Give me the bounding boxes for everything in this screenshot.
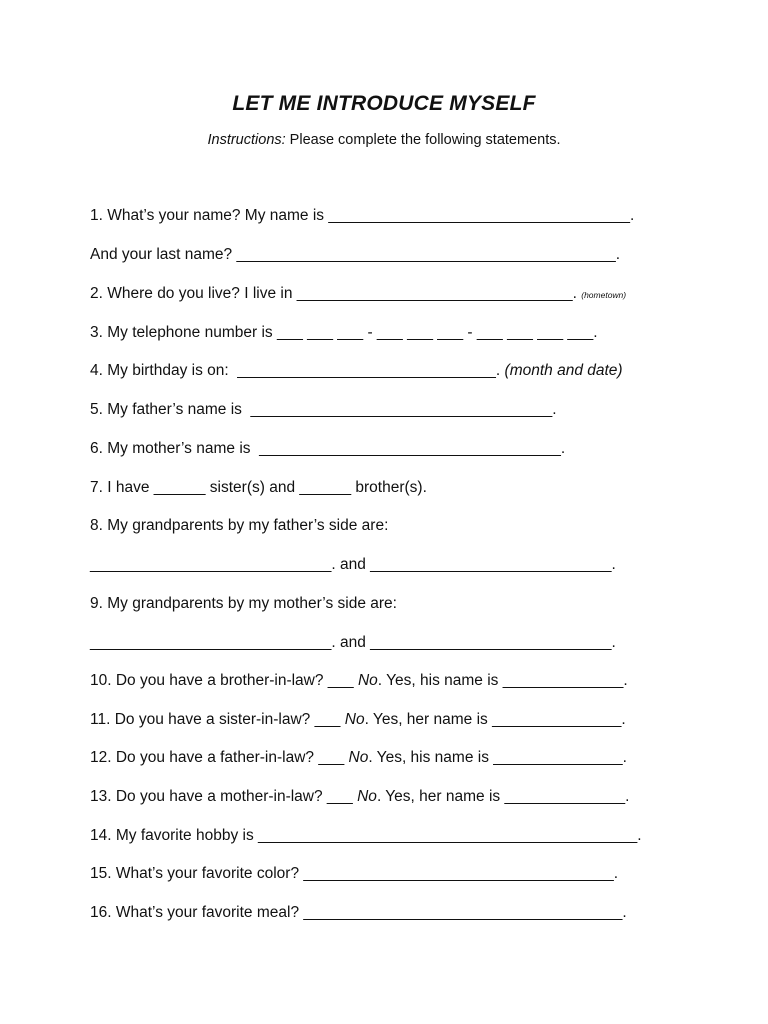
hometown-note: (hometown) (581, 290, 627, 300)
statement-8-paternal-grandparents: 8. My grandparents by my father’s side are: (90, 517, 389, 534)
statement-12-father-in-law (90, 748, 627, 768)
statement-16-meal: 16. What’s your favorite meal? _____________________________________. (90, 904, 627, 921)
statement-13-question: 13. Do you have a mother-in-law? ___ (90, 788, 358, 805)
statement-15-color: 15. What’s your favorite color? ____________________________________. (90, 865, 619, 882)
statement-12-yes: . Yes, his name is _______________. (368, 749, 627, 766)
statement-1-last-name: And your last name? ____________________________________________. (90, 246, 621, 263)
statement-9-maternal-grandparents: 9. My grandparents by my mother’s side are: (90, 595, 397, 612)
statement-11-no: No (344, 711, 365, 728)
statement-10-no: No (357, 672, 378, 689)
statement-11-question: 11. Do you have a sister-in-law? ___ (90, 711, 345, 728)
page-title: LET ME INTRODUCE MYSELF (232, 92, 536, 115)
statement-6-mother: 6. My mother’s name is ___________________________________. (90, 440, 566, 457)
statement-12-no: No (348, 749, 369, 766)
statement-2-text: 2. Where do you live? I live in ________________________________. (90, 285, 582, 302)
statement-5-father: 5. My father’s name is ___________________________________. (90, 401, 557, 418)
statement-4-text: 4. My birthday is on: ______________________________. (90, 362, 505, 379)
statement-11-sister-in-law (90, 710, 626, 730)
statement-13-mother-in-law (90, 787, 629, 807)
statement-11-yes: . Yes, her name is _______________. (364, 711, 626, 728)
statement-13-no: No (357, 788, 377, 805)
instructions-label: Instructions: (207, 132, 286, 148)
statement-3-telephone: 3. My telephone number is ___ ___ ___ - ___ ___ ___ - ___ ___ ___ ___. (90, 324, 598, 341)
statement-9-blanks: ____________________________. and ____________________________. (90, 634, 616, 651)
month-date-note: (month and date) (504, 362, 623, 379)
statement-10-brother-in-law (90, 671, 628, 691)
statement-1-name: 1. What’s your name? My name is ___________________________________. (90, 207, 635, 224)
statement-12-question: 12. Do you have a father-in-law? ___ (90, 749, 349, 766)
instructions-text: Please complete the following statements. (285, 132, 561, 148)
statement-4-birthday (90, 361, 623, 381)
statement-10-yes: . Yes, his name is ______________. (377, 672, 628, 689)
statement-13-yes: . Yes, her name is ______________. (376, 788, 630, 805)
statement-2-hometown (90, 284, 626, 305)
statement-8-blanks: ____________________________. and ____________________________. (90, 556, 616, 573)
instructions (0, 132, 768, 148)
statement-10-question: 10. Do you have a brother-in-law? ___ (90, 672, 358, 689)
statement-7-siblings: 7. I have ______ sister(s) and ______ brother(s). (90, 479, 427, 496)
statement-14-hobby: 14. My favorite hobby is ____________________________________________. (90, 827, 642, 844)
